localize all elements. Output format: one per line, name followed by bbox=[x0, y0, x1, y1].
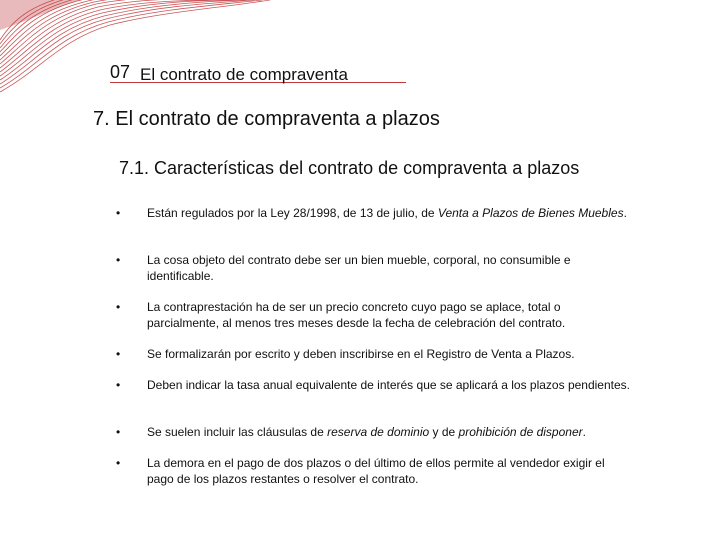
bullet-point: • bbox=[116, 425, 121, 439]
list-item-text: Se formalizarán por escrito y deben inscribirse en el Registro de Venta a Plazos. bbox=[147, 347, 575, 361]
bullet-point: • bbox=[116, 347, 121, 361]
bullet-point: • bbox=[116, 206, 121, 220]
list-item-text: Se suelen incluir las cláusulas de reserva de dominio y de prohibición de disponer. bbox=[147, 425, 586, 439]
list-item-text: Deben indicar la tasa anual equivalente de interés que se aplicará a los plazos pendientes. bbox=[147, 378, 630, 392]
bullet-point: • bbox=[116, 378, 121, 392]
list-item-text: La contraprestación ha de ser un precio concreto cuyo pago se aplace, total o parcialmente, al menos tres meses desde la fecha de celebración del contrato. bbox=[147, 300, 566, 330]
list-item-text: La cosa objeto del contrato debe ser un bien mueble, corporal, no consumible e identificable. bbox=[147, 253, 571, 283]
bullet-point: • bbox=[116, 456, 121, 470]
chapter-title: El contrato de compraventa bbox=[140, 65, 348, 84]
list-item-text: La demora en el pago de dos plazos o del último de ellos permite al vendedor exigir el pago de los plazos restantes o resolver el contrato. bbox=[147, 456, 605, 486]
bullet-point: • bbox=[116, 300, 121, 314]
chapter-number: 07 bbox=[110, 62, 131, 82]
list-item-text: Están regulados por la Ley 28/1998, de 13 de julio, de Venta a Plazos de Bienes Muebles. bbox=[147, 206, 627, 220]
bullet-point: • bbox=[116, 253, 121, 267]
subsection-title: 7.1. Características del contrato de compraventa a plazos bbox=[119, 158, 580, 178]
section-title: 7. El contrato de compraventa a plazos bbox=[93, 108, 440, 130]
chapter-header bbox=[110, 62, 406, 83]
